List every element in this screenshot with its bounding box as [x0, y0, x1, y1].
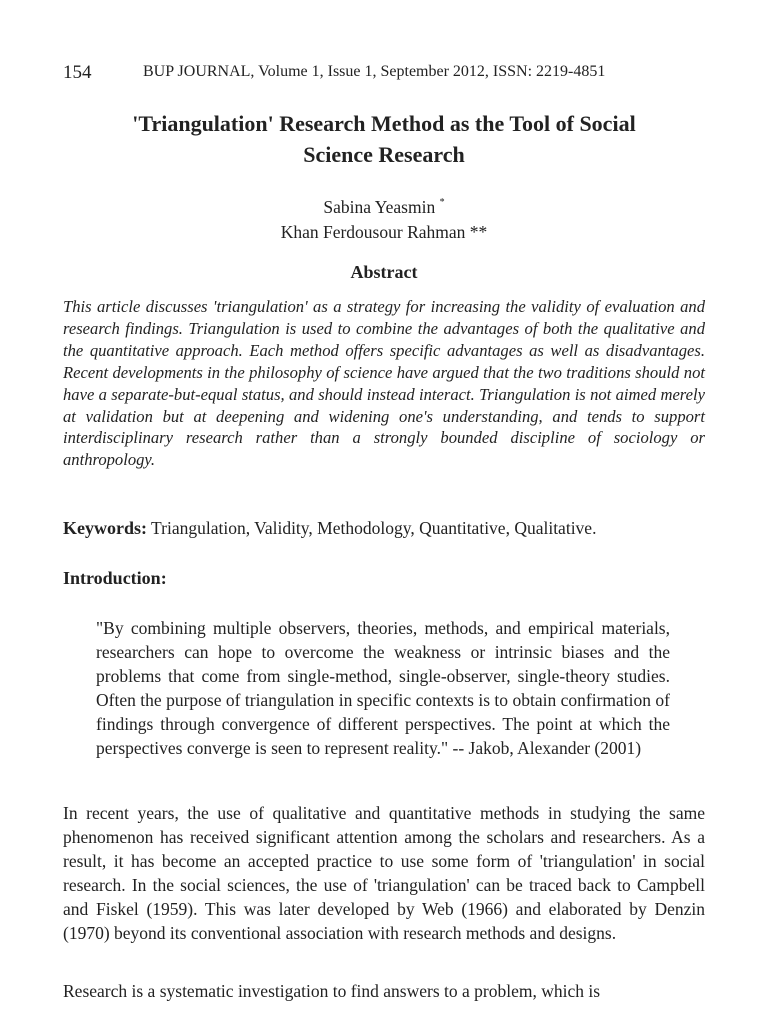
author-block	[63, 190, 705, 245]
paper-title-line-1: 'Triangulation' Research Method as the Tool of Social	[132, 111, 636, 136]
abstract-heading: Abstract	[350, 262, 418, 282]
page-number: 154	[63, 62, 92, 83]
running-header	[63, 62, 703, 84]
author-1	[63, 190, 705, 220]
abstract-text: This article discusses 'triangulation' as a strategy for increasing the validity of evaluation and research findings. Triangulation is used to combine the advantages of both the qualitative and the quantitative approach. Each method offers specific advantages as well as disadvantages. Recent developments in the philosophy of science have argued that the two traditions should not have a separate-but-equal status, and should instead interact. Triangulation is not aimed merely at validation but at deepening and widening one's understanding, and tends to support interdisciplinary research rather than a strongly bounded discipline of sociology or anthropology.	[63, 297, 705, 470]
paper-title-line-2: Science Research	[303, 142, 465, 167]
body-paragraph: Research is a systematic investigation to find answers to a problem, which is	[63, 981, 601, 1001]
keywords-line	[63, 518, 705, 539]
keywords-label: Keywords:	[63, 518, 147, 538]
author-1-footnote-mark: *	[439, 197, 445, 208]
keywords-list: Triangulation, Validity, Methodology, Quantitative, Qualitative.	[147, 518, 597, 538]
introduction-heading: Introduction:	[63, 568, 167, 588]
journal-citation: BUP JOURNAL, Volume 1, Issue 1, September 2012, ISSN: 2219-4851	[143, 63, 606, 80]
author-1-name: Sabina Yeasmin	[323, 197, 436, 217]
body-paragraph: In recent years, the use of qualitative and quantitative methods in studying the same phenomenon has received significant attention among the scholars and researchers. As a result, it has become an accepted practice to use some form of 'triangulation' in social research. In the social sciences, the use of 'triangulation' can be traced back to Campbell and Fiskel (1959). This was later developed by Web (1966) and elaborated by Denzin (1970) beyond its conventional association with research methods and designs.	[63, 803, 705, 944]
author-2: Khan Ferdousour Rahman **	[280, 222, 488, 242]
paper-title	[63, 108, 705, 170]
epigraph-quote: "By combining multiple observers, theories, methods, and empirical materials, researchers can hope to overcome the weakness or intrinsic biases and the problems that come from single-method, single-observer, single-theory studies. Often the purpose of triangulation in specific contexts is to obtain confirmation of findings through convergence of different perspectives. The point at which the perspectives converge is seen to represent reality." -- Jakob, Alexander (2001)	[96, 618, 670, 758]
